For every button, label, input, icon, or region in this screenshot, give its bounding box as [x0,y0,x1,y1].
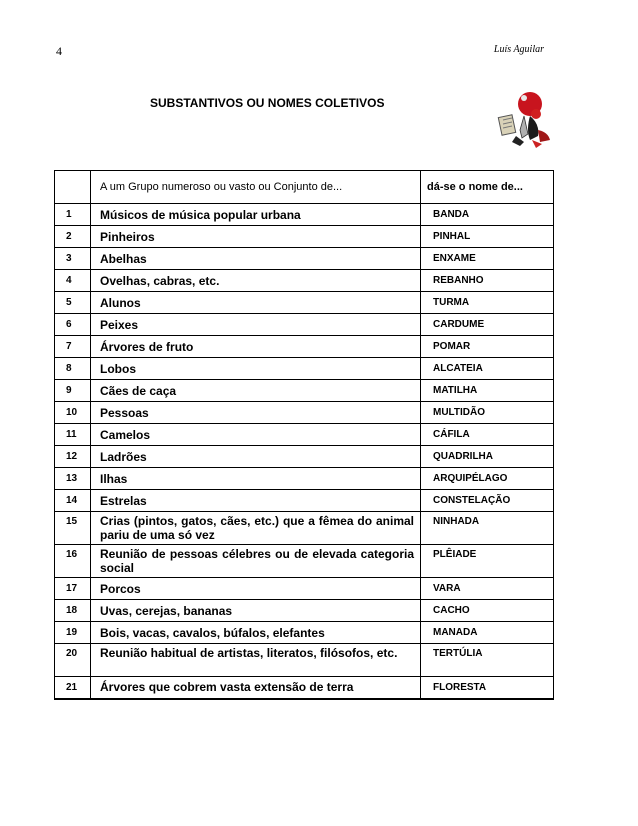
table-row [55,248,554,270]
row-group: Reunião de pessoas célebres ou de elevada categoria social [91,545,421,578]
row-number: 16 [55,545,91,578]
row-group: Músicos de música popular urbana [91,204,421,226]
row-collective-name: CÁFILA [421,424,554,446]
row-number: 19 [55,622,91,644]
row-group: Peixes [91,314,421,336]
row-number: 21 [55,677,91,699]
table-row [55,402,554,424]
row-group: Ilhas [91,468,421,490]
row-number: 2 [55,226,91,248]
row-collective-name: VARA [421,578,554,600]
row-collective-name: CARDUME [421,314,554,336]
row-group: Estrelas [91,490,421,512]
row-group: Ovelhas, cabras, etc. [91,270,421,292]
table-row [55,380,554,402]
row-group: Árvores de fruto [91,336,421,358]
row-number: 8 [55,358,91,380]
row-collective-name: PINHAL [421,226,554,248]
table-header-row [55,171,554,204]
header-name-cell: dá-se o nome de... [421,171,554,204]
row-group: Bois, vacas, cavalos, búfalos, elefantes [91,622,421,644]
row-group: Árvores que cobrem vasta extensão de terra [91,677,421,699]
row-collective-name: MANADA [421,622,554,644]
row-group: Abelhas [91,248,421,270]
row-number: 7 [55,336,91,358]
author-name: Luís Aguilar [493,44,544,55]
table-row [55,336,554,358]
table-row [55,292,554,314]
row-collective-name: QUADRILHA [421,446,554,468]
table-row [55,545,554,578]
table-row [55,644,554,677]
row-collective-name: TURMA [421,292,554,314]
row-collective-name: POMAR [421,336,554,358]
row-collective-name: BANDA [421,204,554,226]
row-number: 18 [55,600,91,622]
table-row [55,578,554,600]
header-number-cell [55,171,91,204]
row-collective-name: MULTIDÃO [421,402,554,424]
row-group: Camelos [91,424,421,446]
row-number: 13 [55,468,91,490]
table-row [55,512,554,545]
table-row [55,270,554,292]
row-number: 12 [55,446,91,468]
row-number: 10 [55,402,91,424]
row-collective-name: CACHO [421,600,554,622]
row-number: 11 [55,424,91,446]
row-number: 1 [55,204,91,226]
table-row [55,358,554,380]
page-number: 4 [56,44,62,58]
row-collective-name: CONSTELAÇÃO [421,490,554,512]
table-row [55,677,554,699]
table-row [55,468,554,490]
table-row [55,446,554,468]
row-group: Lobos [91,358,421,380]
table-row [55,226,554,248]
row-number: 4 [55,270,91,292]
row-number: 17 [55,578,91,600]
collective-nouns-table [54,170,554,700]
table-row [55,600,554,622]
row-group: Uvas, cerejas, bananas [91,600,421,622]
table-row [55,204,554,226]
row-group: Cães de caça [91,380,421,402]
row-collective-name: REBANHO [421,270,554,292]
row-number: 5 [55,292,91,314]
row-group: Porcos [91,578,421,600]
row-group: Pessoas [91,402,421,424]
row-collective-name: ALCATEIA [421,358,554,380]
row-number: 20 [55,644,91,677]
row-number: 6 [55,314,91,336]
row-collective-name: ARQUIPÉLAGO [421,468,554,490]
row-group: Alunos [91,292,421,314]
header-group-cell: A um Grupo numeroso ou vasto ou Conjunto de... [91,171,421,204]
table-row [55,314,554,336]
row-collective-name: TERTÚLIA [421,644,554,677]
page-title: SUBSTANTIVOS OU NOMES COLETIVOS [150,96,385,110]
row-number: 14 [55,490,91,512]
row-group: Crias (pintos, gatos, cães, etc.) que a fêmea do animal pariu de uma só vez [91,512,421,545]
row-collective-name: NINHADA [421,512,554,545]
table-row [55,490,554,512]
row-group: Ladrões [91,446,421,468]
row-collective-name: PLÊIADE [421,545,554,578]
table-row [55,622,554,644]
row-number: 15 [55,512,91,545]
row-group: Reunião habitual de artistas, literatos, filósofos, etc. [91,644,421,677]
row-collective-name: FLORESTA [421,677,554,699]
row-number: 3 [55,248,91,270]
rooster-clipart-icon [494,90,554,148]
row-collective-name: ENXAME [421,248,554,270]
row-number: 9 [55,380,91,402]
table-row [55,424,554,446]
row-group: Pinheiros [91,226,421,248]
row-collective-name: MATILHA [421,380,554,402]
